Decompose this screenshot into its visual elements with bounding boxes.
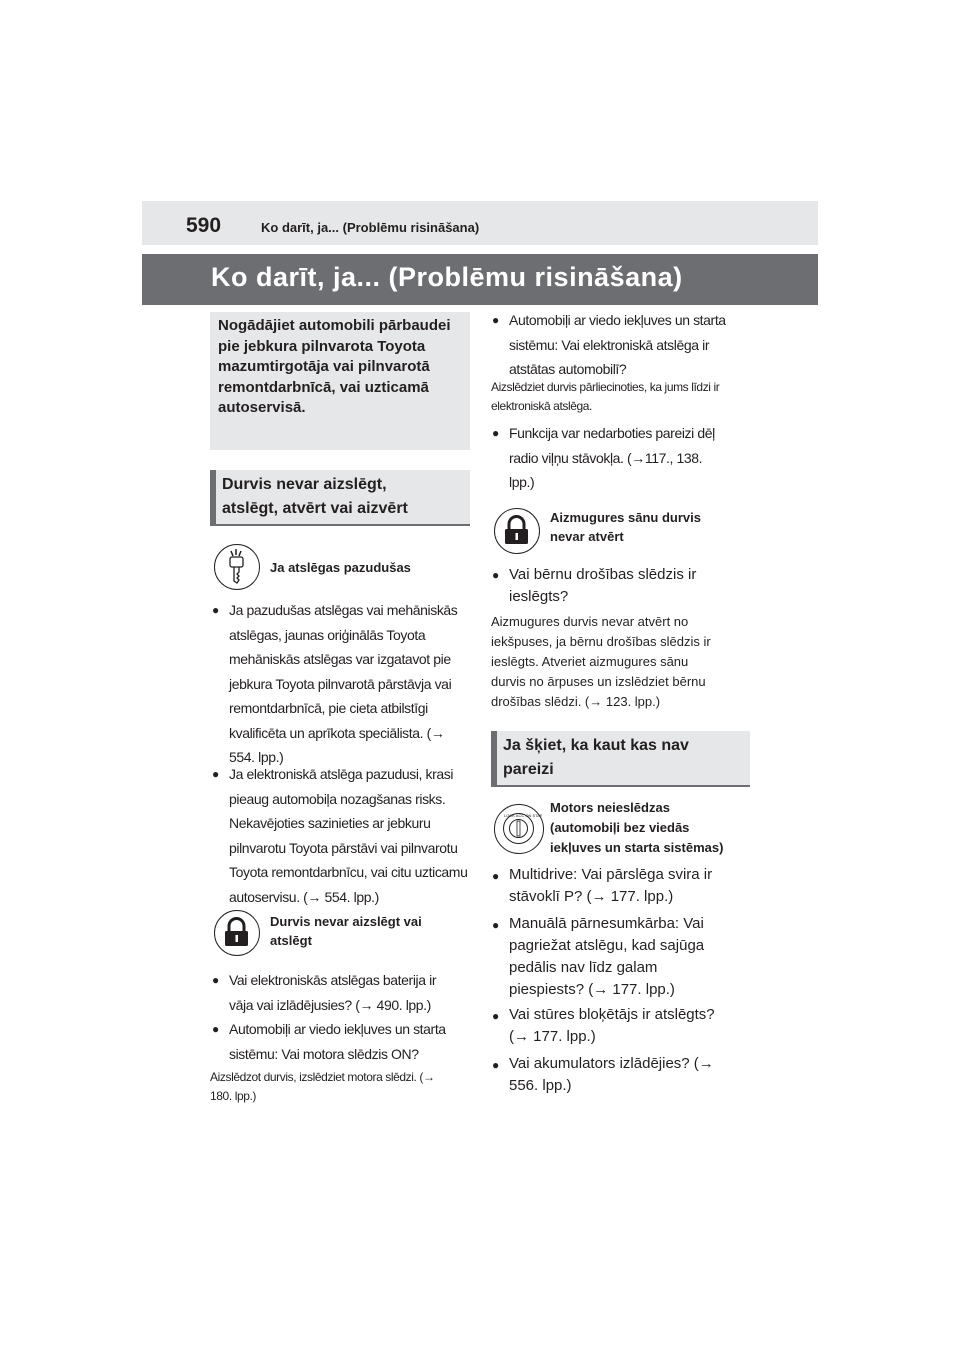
section-heading-doors-line2: atslēgt, atvērt vai aizvērt	[222, 500, 408, 517]
child-lock-bullet: Vai bērnu drošības slēdzis ir ieslēgts?	[509, 566, 697, 605]
bullet-dot: ●	[492, 568, 500, 582]
bullet-dot: ●	[212, 1022, 220, 1036]
bullet-dot: ●	[492, 313, 500, 327]
key-icon	[214, 544, 260, 590]
doors-lock-note: Aizslēdzot durvis, izslēdziet motora slēdzi. (→ 180. lpp.)	[210, 1070, 435, 1103]
lost-keys-bullet-2: Ja elektroniskā atslēga pazudusi, krasi pieaug automobiļa nozagšanas risks. Nekavējoties sazinieties ar jebkuru pilnvarotu Toyota pārstāvi vai pilnvarotu Toyota remontdarbnīcu, vai citu uzticamu autoservisu. (→ 554. lpp.)	[229, 766, 468, 905]
page-header-bar	[142, 201, 818, 245]
lost-keys-label: Ja atslēgas pazudušas	[270, 560, 411, 575]
bullet-dot: ●	[212, 603, 220, 617]
page-title: Ko darīt, ja... (Problēmu risināšana)	[211, 262, 683, 292]
bullet-dot: ●	[492, 426, 500, 440]
lost-keys-bullet-1: Ja pazudušas atslēgas vai mehāniskās atslēgas, jaunas oriģinālās Toyota mehāniskās atslēgas var izgatavot pie jebkura Toyota pilnvarotā pārstāvja vai remontdarbnīcā, pie cieta atbilstīgi kvalificēta un aprīkota speciālista. (→ 554. lpp.)	[229, 602, 458, 765]
smart-entry-bullet: Automobiļi ar viedo iekļuves un starta sistēmu: Vai elektroniskā atslēga ir atstātas automobilī?	[509, 312, 726, 377]
bullet-dot: ●	[492, 1058, 500, 1072]
doors-lock-bullet-2: Automobiļi ar viedo iekļuves un starta sistēmu: Vai motora slēdzis ON?	[229, 1021, 446, 1062]
bullet-dot: ●	[212, 973, 220, 987]
section-heading-wrong-line1: Ja šķiet, ka kaut kas nav	[503, 737, 689, 754]
lock-icon	[214, 910, 260, 956]
engine-bullet-3: Vai stūres bloķētājs ir atslēgts? (→ 177. lpp.)	[509, 1006, 715, 1045]
radio-waves-bullet: Funkcija var nedarboties pareizi dēļ radio viļņu stāvokļa. (→117., 138. lpp.)	[509, 425, 715, 490]
engine-bullet-2: Manuālā pārnesumkārba: Vai pagriežat atslēgu, kad sajūga pedālis nav līdz galam piespiests? (→ 177. lpp.)	[509, 915, 705, 998]
ignition-lock-mark: LOCK ACC ON START	[504, 813, 542, 818]
page-number: 590	[186, 214, 222, 237]
smart-entry-note: Aizslēdziet durvis pārliecinoties, ka jums līdzi ir elektroniskā atslēga.	[491, 380, 720, 413]
bullet-dot: ●	[492, 918, 500, 932]
engine-bullet-1: Multidrive: Vai pārslēga svira ir stāvoklī P? (→ 177. lpp.)	[509, 866, 713, 905]
bullet-dot: ●	[492, 1009, 500, 1023]
engine-bullet-4: Vai akumulators izlādējies? (→ 556. lpp.)	[509, 1055, 714, 1094]
engine-label: Motors neieslēdzas (automobiļi bez viedās iekļuves un starta sistēmas)	[550, 800, 724, 855]
section-heading-wrong-line2: pareizi	[503, 761, 554, 778]
lock-icon	[494, 508, 540, 554]
intro-text: Nogādājiet automobili pārbaudei pie jebkura pilnvarota Toyota mazumtirgotāja vai pilnvarotā remontdarbnīcā, vai uzticamā autoservisā.	[218, 317, 451, 416]
doors-lock-label: Durvis nevar aizslēgt vai atslēgt	[270, 914, 422, 948]
bullet-dot: ●	[492, 869, 500, 883]
rear-doors-label: Aizmugures sānu durvis nevar atvērt	[550, 510, 701, 544]
running-header: Ko darīt, ja... (Problēmu risināšana)	[261, 220, 480, 235]
doors-lock-bullet-1: Vai elektroniskās atslēgas baterija ir vāja vai izlādējusies? (→ 490. lpp.)	[229, 972, 437, 1013]
ignition-switch-icon	[494, 804, 544, 854]
section-heading-doors-line1: Durvis nevar aizslēgt,	[222, 476, 387, 493]
child-lock-note: Aizmugures durvis nevar atvērt no iekšpuses, ja bērnu drošības slēdzis ir ieslēgts. Atveriet aizmugures sānu durvis no ārpuses un izslēdziet bērnu drošības slēdzi. (→ 123. lpp.)	[491, 614, 711, 709]
bullet-dot: ●	[212, 767, 220, 781]
